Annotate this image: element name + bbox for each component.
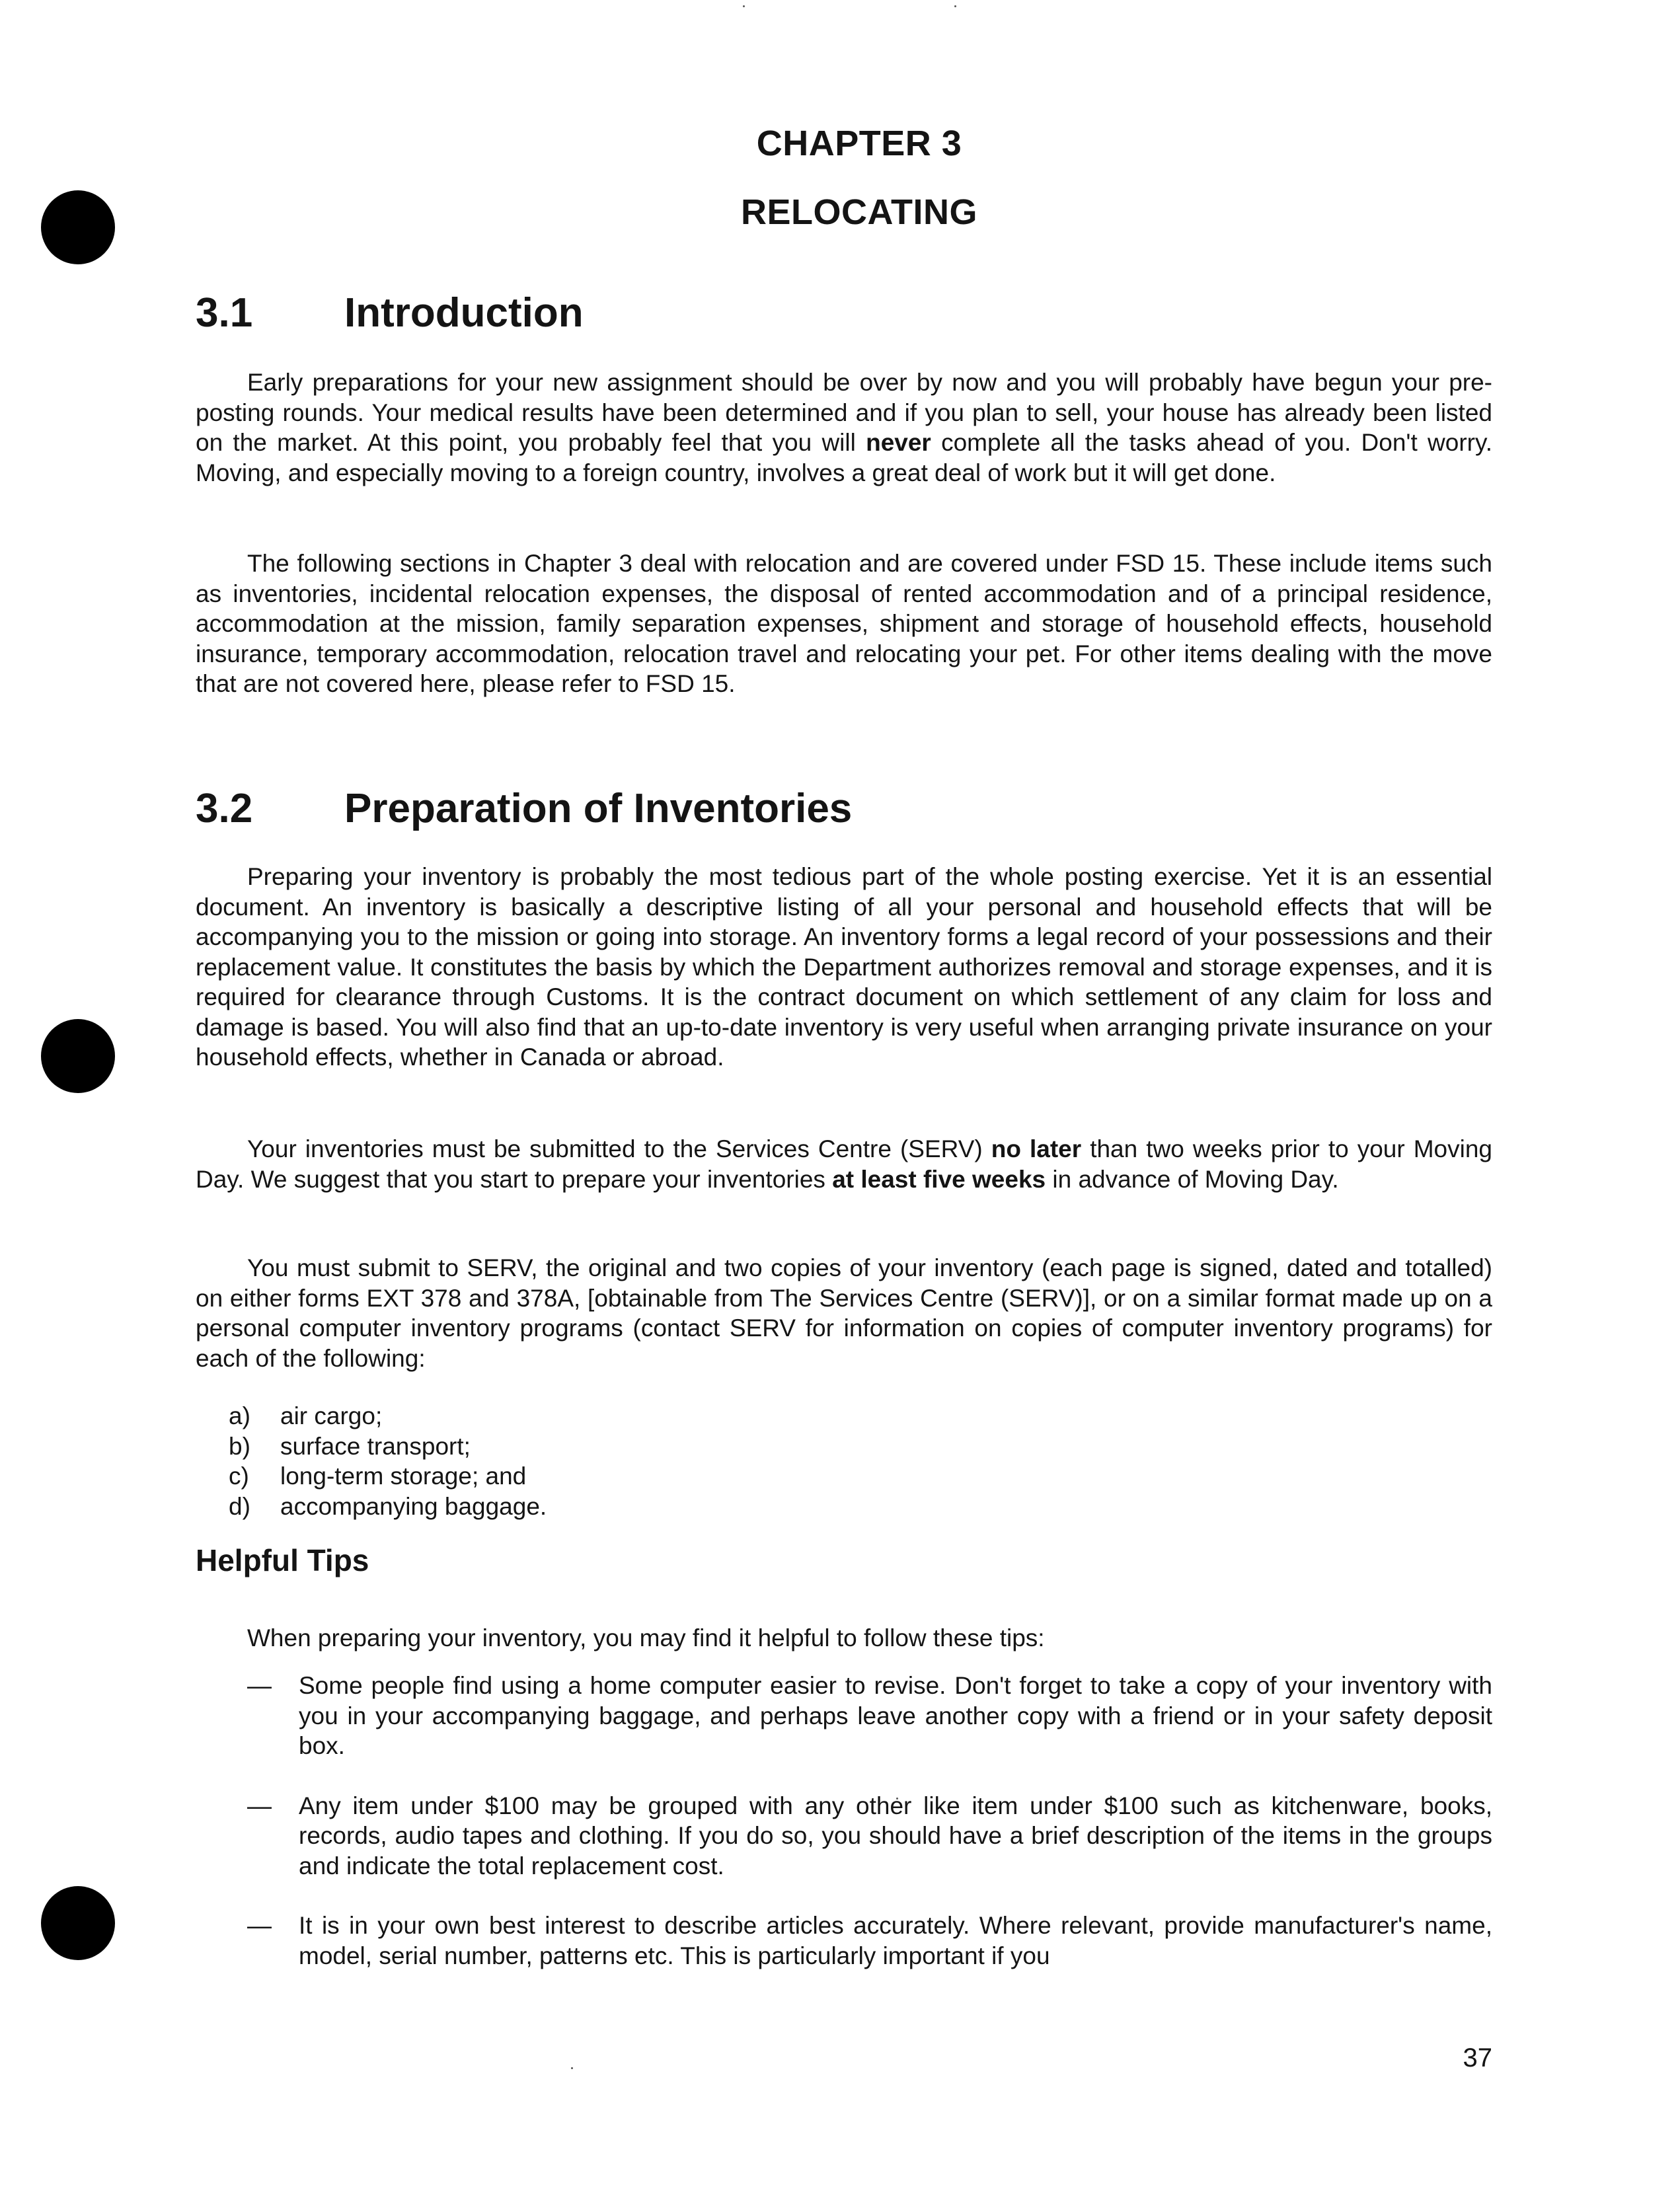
chapter-title: RELOCATING: [741, 192, 977, 232]
scan-speck: [571, 2067, 573, 2069]
paragraph-text: Your inventories must be submitted to the Services Centre (SERV): [247, 1135, 991, 1162]
tip-text: Any item under $100 may be grouped with any other like item under $100 such as kitchenware, books, records, audio tapes and clothing. If you do so, you should have a brief description of the items in the groups and indicate the total replacement cost.: [299, 1792, 1492, 1879]
inventories-paragraph-1: [196, 862, 1492, 1073]
list-marker: c): [229, 1462, 249, 1490]
paragraph-text: complete all the tasks ahead of you. Don't worry. Moving, and especially moving to a foreign country, involves a great deal of work but it will get done.: [196, 429, 1492, 486]
paragraph-text: When preparing your inventory, you may find it helpful to follow these tips:: [247, 1624, 1045, 1651]
inventory-type-list: [229, 1401, 547, 1521]
scan-speck: [743, 5, 745, 7]
list-marker: d): [229, 1492, 250, 1520]
dash-bullet: —: [247, 1672, 272, 1699]
page-number: 37: [1463, 2043, 1492, 2072]
dash-bullet: —: [247, 1792, 272, 1819]
list-marker: b): [229, 1432, 250, 1460]
tip-item: [247, 1911, 1492, 1971]
helpful-tips-intro: [196, 1623, 1492, 1653]
list-text: surface transport;: [280, 1432, 471, 1460]
binder-hole: [41, 190, 115, 264]
emphasis-text: never: [866, 429, 931, 456]
tip-item: [247, 1791, 1492, 1881]
paragraph-text: than two weeks prior to your Moving Day. We suggest that you start to prepare your inventories: [196, 1135, 1492, 1193]
binder-hole: [41, 1019, 115, 1093]
intro-paragraph-1: [196, 367, 1492, 488]
tip-text: Some people find using a home computer easier to revise. Don't forget to take a copy of your inventory with you in your accompanying baggage, and perhaps leave another copy with a friend or in your safety deposit box.: [299, 1672, 1492, 1759]
tip-item: [247, 1671, 1492, 1761]
chapter-label: CHAPTER 3: [756, 124, 962, 163]
list-text: long-term storage; and: [280, 1462, 527, 1490]
dash-bullet: —: [247, 1912, 272, 1939]
section-number: 3.2: [196, 786, 253, 831]
paragraph-text: You must submit to SERV, the original and two copies of your inventory (each page is signed, dated and totalled) on either forms EXT 378 and 378A, [obtainable from The Services Centre (SERV)], or on a similar format made up on a personal computer inventory programs (contact SERV for information on copies of computer inventory programs) for each of the following:: [196, 1254, 1492, 1372]
list-marker: a): [229, 1402, 250, 1429]
section-title: Preparation of Inventories: [344, 786, 853, 831]
list-item: [229, 1461, 547, 1492]
paragraph-text: in advance of Moving Day.: [1046, 1165, 1339, 1193]
section-title: Introduction: [344, 290, 584, 336]
paragraph-text: Early preparations for your new assignment should be over by now and you will probably have begun your pre-posting rounds. Your medical results have been determined and if you plan to sell, your house has already been listed on the market. At this point, you probably feel that you will: [196, 369, 1492, 456]
list-text: air cargo;: [280, 1402, 383, 1429]
section-heading-inventories: [196, 785, 852, 832]
section-heading-introduction: [196, 289, 584, 336]
paragraph-text: Preparing your inventory is probably the most tedious part of the whole posting exercise. Yet it is an essential document. An inventory is basically a descriptive listing of all your personal and household effects that will be accompanying you to the mission or going into storage. An inventory forms a legal record of your possessions and their replacement value. It constitutes the basis by which the Department authorizes removal and storage expenses, and it is required for clearance through Customs. It is the contract document on which settlement of any claim for loss and damage is based. You will also find that an up-to-date inventory is very useful when arranging private insurance on your household effects, whether in Canada or abroad.: [196, 863, 1492, 1071]
emphasis-text: no later: [991, 1135, 1082, 1162]
helpful-tips-list: [247, 1671, 1492, 2000]
list-item: [229, 1431, 547, 1462]
scan-speck: [954, 5, 956, 7]
helpful-tips-heading: Helpful Tips: [196, 1543, 369, 1577]
list-item: [229, 1492, 547, 1522]
inventories-paragraph-2: [196, 1134, 1492, 1194]
section-number: 3.1: [196, 290, 253, 336]
inventories-paragraph-3: [196, 1253, 1492, 1373]
list-item: [229, 1401, 547, 1431]
emphasis-text: at least five weeks: [832, 1165, 1046, 1193]
binder-hole: [41, 1886, 115, 1960]
tip-text: It is in your own best interest to describe articles accurately. Where relevant, provide manufacturer's name, model, serial number, patterns etc. This is particularly important if you: [299, 1912, 1492, 1969]
intro-paragraph-2: [196, 549, 1492, 699]
paragraph-text: The following sections in Chapter 3 deal with relocation and are covered under FSD 15. These include items such as inventories, incidental relocation expenses, the disposal of rented accommodation and of a principal residence, accommodation at the mission, family separation expenses, shipment and storage of household effects, household insurance, temporary accommodation, relocation travel and relocating your pet. For other items dealing with the move that are not covered here, please refer to FSD 15.: [196, 550, 1492, 697]
list-text: accompanying baggage.: [280, 1492, 547, 1520]
